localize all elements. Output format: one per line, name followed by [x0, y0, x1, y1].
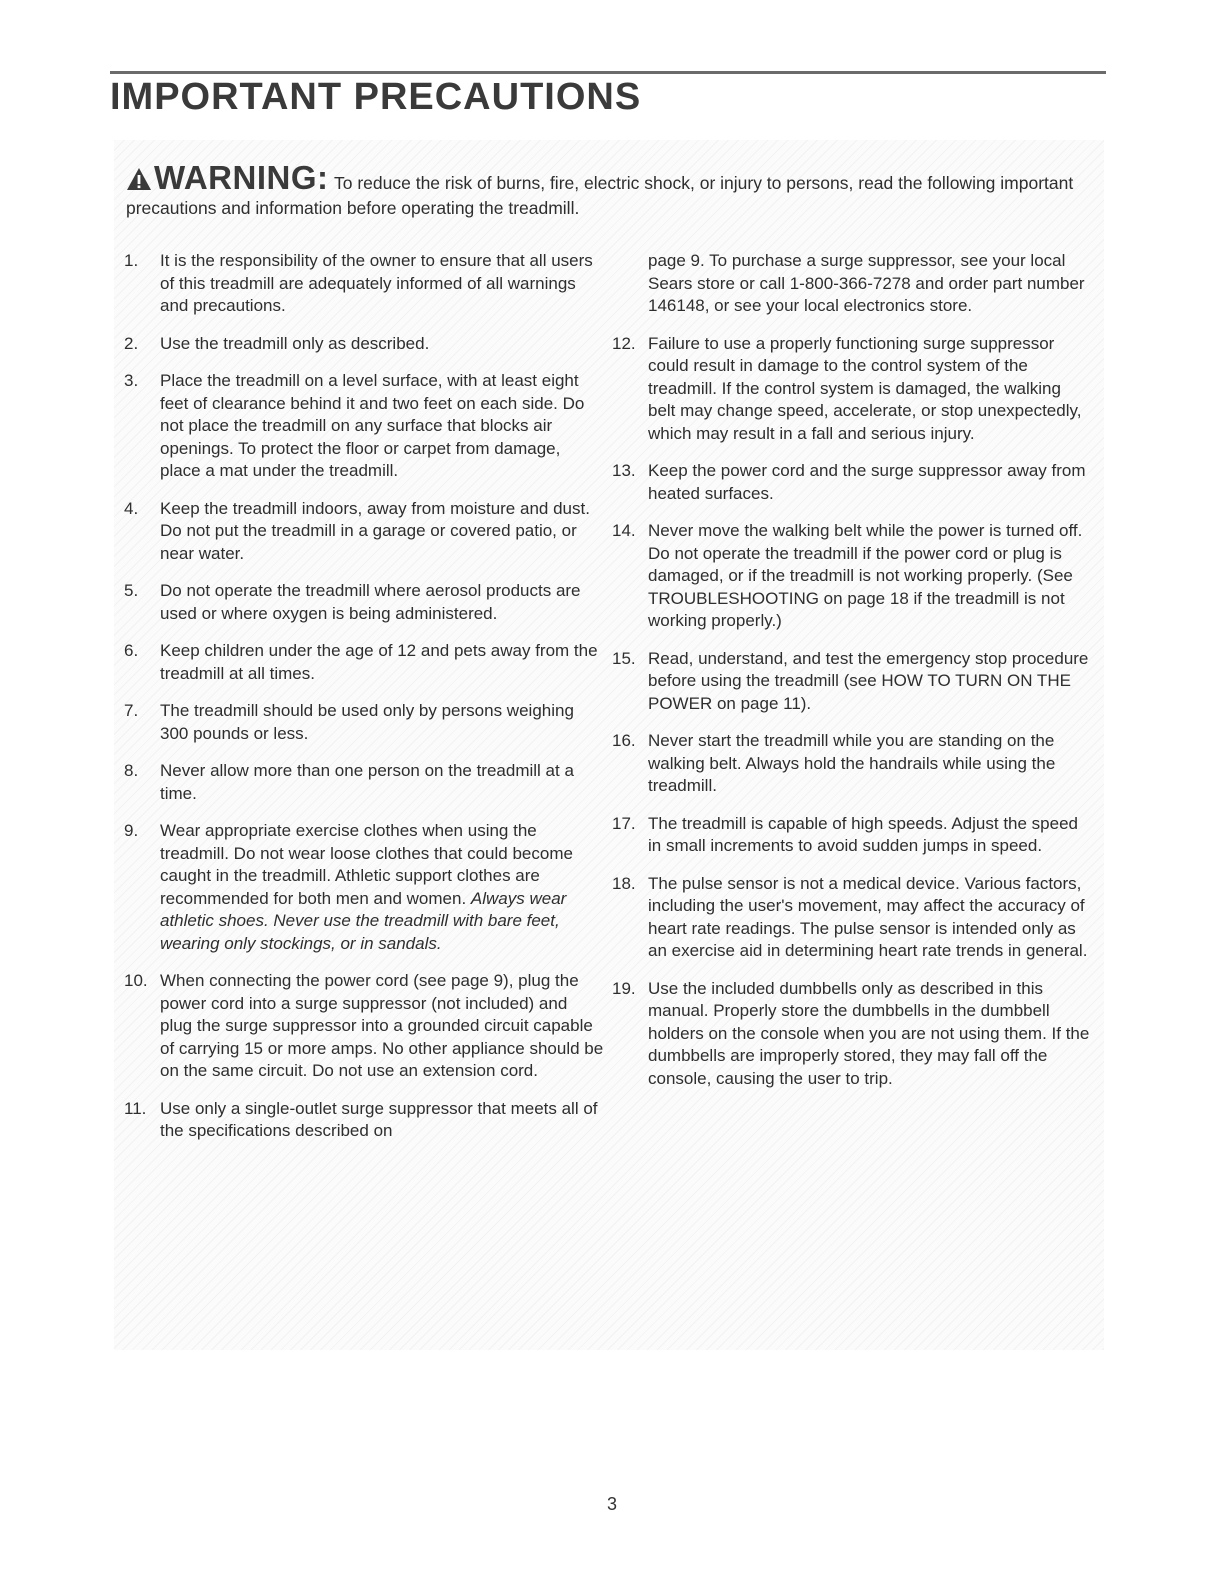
list-item — [124, 333, 604, 356]
list-item — [612, 813, 1092, 858]
warning-colon: : — [317, 159, 328, 196]
item-text: Failure to use a properly functioning surge suppressor could result in damage to the control system of the treadmill. If the control system is damaged, the walking belt may change speed, accelerate, or stop unexpectedly, which may result in a fall and serious injury. — [648, 333, 1082, 443]
list-item — [124, 970, 604, 1083]
item-number: 10. — [124, 971, 148, 990]
list-item — [124, 640, 604, 685]
item-number: 16. — [612, 731, 636, 750]
list-item — [124, 250, 604, 318]
item-text: Do not operate the treadmill where aerosol products are used or where oxygen is being administered. — [160, 581, 581, 623]
item-text: Never allow more than one person on the treadmill at a time. — [160, 761, 574, 803]
item-text: The treadmill is capable of high speeds. Adjust the speed in small increments to avoid sudden jumps in speed. — [648, 813, 1078, 855]
item-number: 4. — [124, 498, 139, 518]
list-item — [124, 580, 604, 625]
list-item — [612, 333, 1092, 446]
item-text: The treadmill should be used only by persons weighing 300 pounds or less. — [160, 701, 574, 743]
right-column — [612, 250, 1092, 1105]
list-item — [124, 700, 604, 745]
item-text: Use only a single-outlet surge suppressor that meets all of the specifications described on — [160, 1098, 598, 1140]
item-text: Never move the walking belt while the power is turned off. Do not operate the treadmill if the power cord or plug is damaged, or if the treadmill is not working properly. (See TROUBLESHOOTING on page 18 if the treadmill is not working properly.) — [648, 521, 1083, 630]
item-text: Wear appropriate exercise clothes when using the treadmill. Do not wear loose clothes that could become caught in the treadmill. Athletic support clothes are recommended for both men and women. — [160, 821, 573, 908]
item-number: 14. — [612, 521, 636, 540]
item-number: 13. — [612, 461, 636, 480]
item-text: Place the treadmill on a level surface, with at least eight feet of clearance behind it and two feet on each side. Do not place the treadmill on any surface that blocks air openings. To protect the floor or carpet from damage, place a mat under the treadmill. — [160, 371, 585, 480]
list-item — [612, 873, 1092, 963]
item-number: 12. — [612, 333, 636, 353]
item-number: 5. — [124, 581, 139, 600]
title-rule — [110, 71, 1106, 74]
list-item — [612, 460, 1092, 505]
left-column — [124, 250, 604, 1158]
item-text: When connecting the power cord (see page 9), plug the power cord into a surge suppressor (not included) and plug the surge suppressor into a grounded circuit capable of carrying 15 or more amps. No other appliance should be on the same circuit. Do not use an extension cord. — [160, 971, 604, 1080]
item-text: The pulse sensor is not a medical device. Various factors, including the user's movement, may affect the accuracy of heart rate readings. The pulse sensor is intended only as an exercise aid in determining heart rate trends in general. — [648, 873, 1088, 960]
item-text: Use the treadmill only as described. — [160, 333, 430, 353]
item-text: Use the included dumbbells only as described in this manual. Properly store the dumbbells in the dumbbell holders on the console when you are not using them. If the dumbbells are improperly stored, they may fall off the console, causing the user to trip. — [648, 978, 1090, 1088]
item-text: Read, understand, and test the emergency stop procedure before using the treadmill (see HOW TO TURN ON THE POWER on page 11). — [648, 648, 1089, 713]
page-number: 3 — [606, 1494, 617, 1514]
item-text: It is the responsibility of the owner to ensure that all users of this treadmill are adequately informed of all warnings and precautions. — [160, 251, 593, 315]
list-item — [612, 520, 1092, 633]
item-number: 15. — [612, 648, 636, 668]
warning-block — [126, 159, 1096, 221]
item-number: 18. — [612, 873, 636, 893]
warning-triangle-icon — [126, 167, 152, 191]
item-italic-text: Always wear athletic shoes. Never use the treadmill with bare feet, wearing only stockings, or in sandals. — [160, 888, 567, 953]
item-number: 7. — [124, 701, 139, 720]
list-item-continued — [612, 250, 1092, 318]
list-item — [612, 730, 1092, 798]
item-text: Never start the treadmill while you are standing on the walking belt. Always hold the handrails while using the treadmill. — [648, 731, 1056, 795]
warning-label: WARNING — [154, 159, 317, 196]
item-text: Keep the treadmill indoors, away from moisture and dust. Do not put the treadmill in a garage or covered patio, or near water. — [160, 498, 590, 563]
warning-text: To reduce the risk of burns, fire, electric shock, or injury to persons, read the following important precautions and information before operating the treadmill. — [126, 173, 1074, 218]
list-item — [612, 978, 1092, 1091]
item-number: 2. — [124, 333, 139, 353]
list-item — [124, 760, 604, 805]
list-item — [124, 370, 604, 483]
item-text: Keep the power cord and the surge suppressor away from heated surfaces. — [648, 461, 1086, 503]
list-item — [612, 648, 1092, 716]
list-item — [124, 1098, 604, 1143]
item-number: 6. — [124, 641, 139, 660]
item-number: 9. — [124, 821, 139, 840]
item-text: page 9. To purchase a surge suppressor, see your local Sears store or call 1-800-366-7278 and order part number 146148, or see your local electronics store. — [648, 251, 1085, 315]
page-title: IMPORTANT PRECAUTIONS — [110, 76, 642, 118]
list-item — [124, 820, 604, 955]
item-number: 19. — [612, 978, 636, 998]
item-number: 11. — [124, 1098, 147, 1118]
item-text: Keep children under the age of 12 and pets away from the treadmill at all times. — [160, 641, 598, 683]
item-number: 8. — [124, 761, 139, 780]
list-item — [124, 498, 604, 566]
item-number: 17. — [612, 813, 636, 833]
item-number: 1. — [124, 251, 139, 270]
item-number: 3. — [124, 371, 139, 390]
